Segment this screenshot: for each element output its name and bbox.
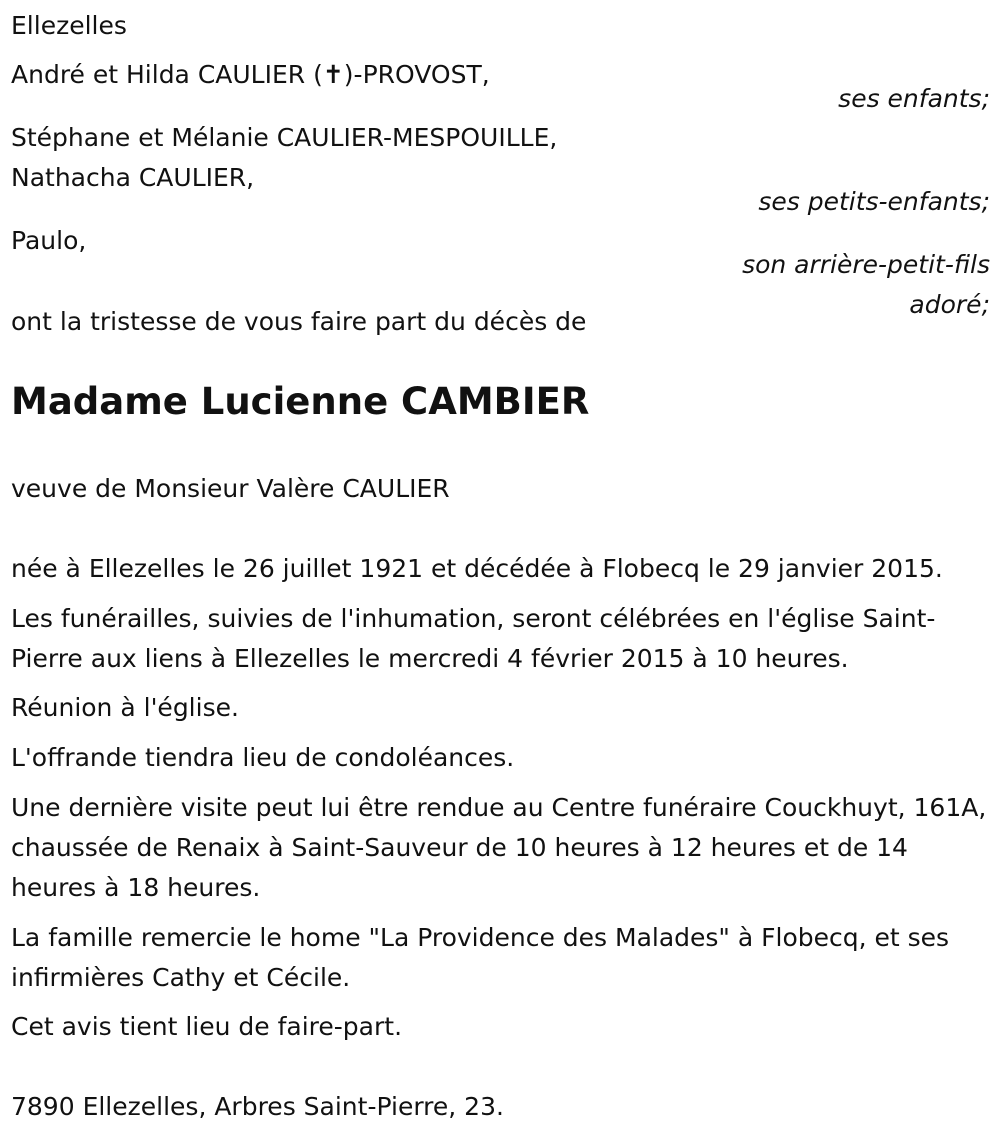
greatgrandchild-role-line-2: adoré; <box>909 290 990 319</box>
thanks-paragraph: La famille remercie le home "La Providence des Malades" à Flobecq, et ses infirmières Cathy et Cécile. <box>11 923 950 992</box>
greatgrandchild-name: Paulo, <box>11 226 87 255</box>
greatgrandchild-role-line-1: son arrière-petit-fils <box>742 250 990 279</box>
children-role: ses enfants; <box>838 84 990 113</box>
grandchildren-line-1: Stéphane et Mélanie CAULIER-MESPOUILLE, <box>11 123 558 152</box>
offering-paragraph: L'offrande tiendra lieu de condoléances. <box>11 743 515 772</box>
announcement-text: ont la tristesse de vous faire part du décès de <box>11 307 587 336</box>
grandchildren-role: ses petits-enfants; <box>758 187 990 216</box>
birth-death-paragraph: née à Ellezelles le 26 juillet 1921 et décédée à Flobecq le 29 janvier 2015. <box>11 554 943 583</box>
meeting-paragraph: Réunion à l'église. <box>11 693 239 722</box>
children-names: André et Hilda CAULIER (✝)-PROVOST, <box>11 60 490 89</box>
notice-paragraph: Cet avis tient lieu de faire-part. <box>11 1012 403 1041</box>
spouse-line: veuve de Monsieur Valère CAULIER <box>11 474 450 503</box>
grandchildren-line-2: Nathacha CAULIER, <box>11 163 255 192</box>
deceased-name: Madame Lucienne CAMBIER <box>11 380 590 423</box>
funeral-paragraph: Les funérailles, suivies de l'inhumation, seront célébrées en l'église Saint-Pierre aux liens à Ellezelles le mercredi 4 février 2015 à 10 heures. <box>11 604 936 673</box>
location-header: Ellezelles <box>11 11 127 40</box>
visit-paragraph: Une dernière visite peut lui être rendue au Centre funéraire Couckhuyt, 161A, chaussée de Renaix à Saint-Sauveur de 10 heures à 12 heures et de 14 heures à 18 heures. <box>11 793 987 902</box>
address-line: 7890 Ellezelles, Arbres Saint-Pierre, 23. <box>11 1092 504 1121</box>
